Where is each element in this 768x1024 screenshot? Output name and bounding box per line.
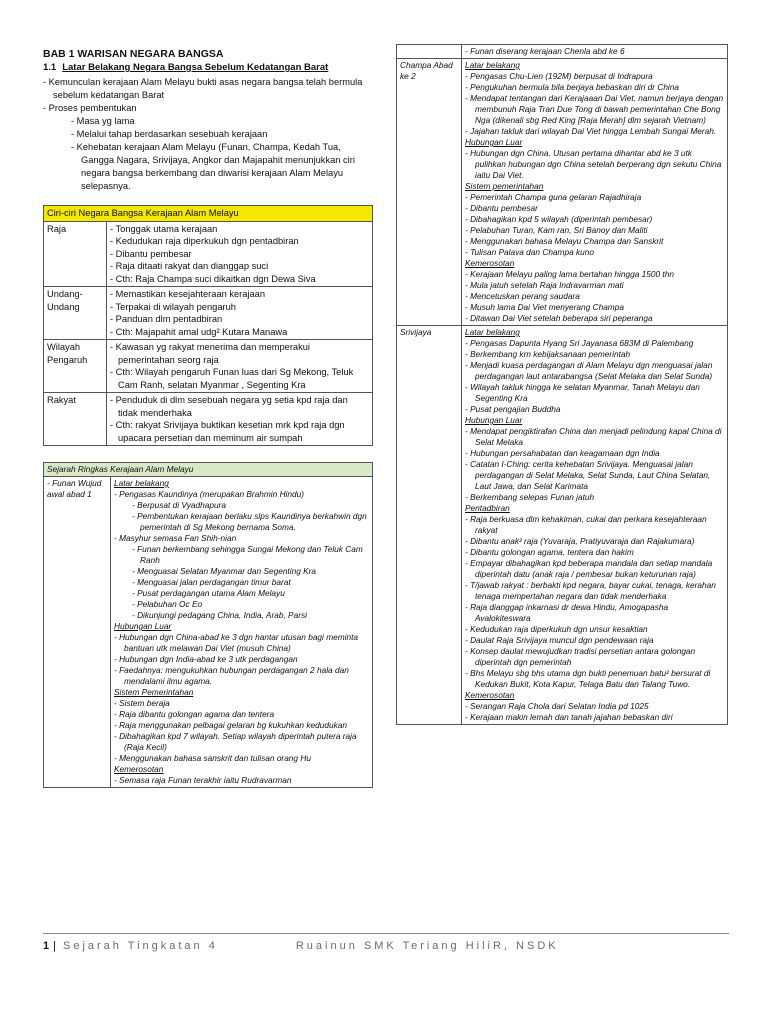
funan-content bbox=[111, 477, 373, 788]
ciri-item: - Cth: Wilayah pengaruh Funan luas dari Sg Mekong, Teluk Cam Ranh, selatan Myanmar , Segenting Kra bbox=[110, 367, 354, 390]
bullet-item: - Pengasas Chu-Lien (192M) berpusat di Indrapura bbox=[465, 71, 653, 81]
subheading: Kemerosotan bbox=[465, 690, 515, 700]
subheading: Sistem Pemerintahan bbox=[114, 687, 194, 697]
bullet-item: - Pemerintah Champa guna gelaran Rajadhiraja bbox=[465, 192, 642, 202]
bullet-item: - Serangan Raja Chola dari Selatan India pd 1025 bbox=[465, 701, 649, 711]
page-footer bbox=[43, 940, 559, 952]
bullet-item: - Raja berkuasa dlm kehakiman, cukai dan perkara kesejahteraan rakyat bbox=[465, 514, 707, 535]
champa-label: Champa Abad ke 2 bbox=[397, 59, 462, 326]
bullet-item: - Berpusat di Vyadhapura bbox=[132, 500, 226, 510]
ciri-item: - Tonggak utama kerajaan bbox=[110, 223, 218, 234]
bullet-item: - Jajahan takluk dari wilayah Dai Viet hingga Lembah Sungai Merah. bbox=[465, 126, 717, 136]
bullet-item: - Menggunakan bahasa sanskrit dan tulisan orang Hu bbox=[114, 753, 311, 763]
bullet-item: - Dibantu pembesar bbox=[465, 203, 538, 213]
ciri-row-label: Undang-Undang bbox=[44, 287, 107, 340]
bullet-item: - Menguasai jalan perdagangan timur barat bbox=[132, 577, 291, 587]
footer-separator: | bbox=[53, 940, 59, 952]
ciri-item: - Penduduk di dlm sesebuah negara yg setia kpd raja dan tidak menderhaka bbox=[110, 395, 348, 418]
subheading: Pentadbiran bbox=[465, 503, 510, 513]
ciri-row-items bbox=[107, 340, 373, 393]
ciri-table-title: Ciri-ciri Negara Bangsa Kerajaan Alam Melayu bbox=[44, 206, 373, 222]
bullet-item: - Pusat perdagangan utama Alam Melayu bbox=[132, 588, 285, 598]
subheading: Latar belakang bbox=[465, 60, 520, 70]
intro-item: - Proses pembentukan bbox=[43, 103, 137, 113]
subheading: Kemerosotan bbox=[114, 764, 164, 774]
intro-item: - Masa yg lama bbox=[71, 116, 135, 126]
ciri-item: - Cth: rakyat Srivijaya buktikan kesetian mrk kpd raja dgn upacara persetian dan meminum air sumpah bbox=[110, 420, 345, 443]
ciri-item: - Kedudukan raja diperkukuh dgn pentadbiran bbox=[110, 236, 299, 246]
ciri-item: - Cth: Majapahit amal udg² Kutara Manawa bbox=[110, 326, 288, 337]
bullet-item: - Pengukuhan bermula bila berjaya bebaskan diri dr China bbox=[465, 82, 680, 92]
continued-label bbox=[397, 45, 462, 59]
section-heading bbox=[43, 62, 373, 73]
bullet-item: - Tulisan Palava dan Champa kuno bbox=[465, 247, 594, 257]
subheading: Hubungan Luar bbox=[465, 415, 523, 425]
bullet-item: - Raja dianggap inkarnasi dr dewa Hindu, Amogapasha Avalokiteswara bbox=[465, 602, 669, 623]
ciri-item: - Terpakai di wilayah pengaruh bbox=[110, 301, 236, 312]
ciri-item: - Kawasan yg rakyat menerima dan memperakui pemerintahan seorg raja bbox=[110, 342, 310, 365]
bullet-item: - Dibahagikan kpd 5 wilayah (diperintah pembesar) bbox=[465, 214, 653, 224]
ciri-item: - Memastikan kesejahteraan kerajaan bbox=[110, 289, 266, 299]
champa-content bbox=[462, 59, 728, 326]
bullet-item: - T/jawab rakyat : berbakti kpd negara, bayar cukai, tenaga, kerahan tenaga mempertahan negara dan tidak menderhaka bbox=[465, 580, 716, 601]
intro-item: - Melalui tahap berdasarkan sesebuah kerajaan bbox=[71, 129, 268, 139]
section-title: Latar Belakang Negara Bangsa Sebelum Kedatangan Barat bbox=[62, 62, 329, 73]
bullet-item: - Dikunjungi pedagang China, India, Arab, Parsi bbox=[132, 610, 307, 620]
bullet-item: - Mendapat tentangan dari Kerajaaan Dai Viet, namun berjaya dengan membunuh Raja Tran Due Tong di bawah pemerintahan Che Bong Nga (dikenali sbg Red King [Raja Merah] dlm sejarah Vietnam) bbox=[465, 93, 724, 125]
bullet-item: - Dibantu anak² raja (Yuvaraja, Pratiyuvaraja dan Rajakumara) bbox=[465, 536, 695, 546]
ciri-row bbox=[44, 287, 373, 340]
bullet-item: - Berkembang krn kebijaksanaan pemerintah bbox=[465, 349, 631, 359]
bullet-item: - Empayar dibahagikan kpd beberapa mandala dan setiap mandala diperintah datu (anak raja / pembesar bukan keturunan raja) bbox=[465, 558, 713, 579]
srivijaya-label: Srivijaya bbox=[397, 326, 462, 725]
bullet-item: - Raja menggunakan pelbagai gelaran bg kukuhkan kedudukan bbox=[114, 720, 347, 730]
intro-item: - Kehebatan kerajaan Alam Melayu (Funan, Champa, Kedah Tua, Gangga Nagara, Srivijaya, Angkor dan Majapahit menunjukkan ciri negara bangsa berkembang dan diwarisi kerajaan Alam Melayu selepasnya. bbox=[71, 142, 355, 191]
bullet-item: - Kerajaan makin lemah dan tanah jajahan bebaskan diri bbox=[465, 712, 673, 722]
chapter-title: BAB 1 WARISAN NEGARA BANGSA bbox=[43, 48, 224, 60]
sejarah-table bbox=[43, 462, 373, 788]
subheading: Latar belakang bbox=[465, 327, 520, 337]
ciri-row-label: Rakyat bbox=[44, 393, 107, 446]
footer-subject: Sejarah Tingkatan 4 bbox=[62, 940, 218, 952]
bullet-item: - Hubungan dgn China-abad ke 3 dgn hantar utusan bagi meminta bantuan utk melawan Dai Viet (musuh China) bbox=[114, 632, 359, 653]
bullet-item: - Musuh lama Dai Viet menyerang Champa bbox=[465, 302, 624, 312]
ciri-item: - Panduan dlm pentadbiran bbox=[110, 314, 223, 324]
srivijaya-content bbox=[462, 326, 728, 725]
bullet-item: - Semasa raja Funan terakhir iaitu Rudravarman bbox=[114, 775, 292, 785]
bullet-item: - Hubungan persahabatan dan keagamaan dgn India bbox=[465, 448, 660, 458]
ciri-row-label: Wilayah Pengaruh bbox=[44, 340, 107, 393]
bullet-item: - Daulat Raja Srivijaya muncul dgn pendewaan raja bbox=[465, 635, 654, 645]
subheading: Sistem pemerintahan bbox=[465, 181, 544, 191]
bullet-item: - Bhs Melayu sbg bhs utama dgn bukti penemuan batu² bersurat di Kedukan Bukit, Kota Kapur, Telaga Batu dan Talang Tuwo. bbox=[465, 668, 711, 689]
subheading: Kemerosotan bbox=[465, 258, 515, 268]
bullet-item: - Menggunakan bahasa Melayu Champa dan Sanskrit bbox=[465, 236, 664, 246]
bullet-item: - Pengasas Kaundinya (merupakan Brahmin Hindu) bbox=[114, 489, 305, 499]
bullet-item: - Menjadi kuasa perdagangan di Alam Melayu dgn menguasai jalan perdagangan laut antarabangsa (Selat Melaka dan Selat Sunda) bbox=[465, 360, 713, 381]
subheading: Hubungan Luar bbox=[114, 621, 172, 631]
bullet-item: - Pengasas Dapunta Hyang Sri Jayanasa 683M di Palembang bbox=[465, 338, 694, 348]
ciri-row-items bbox=[107, 221, 373, 287]
intro-list bbox=[43, 76, 373, 193]
bullet-item: - Masyhur semasa Fan Shih-nian bbox=[114, 533, 237, 543]
ciri-row bbox=[44, 393, 373, 446]
left-column bbox=[43, 44, 373, 788]
funan-continued: - Funan diserang kerajaan Chenla abd ke 6 bbox=[462, 45, 728, 59]
bullet-item: - Kedudukan raja diperkukuh dgn unsur kesaktian bbox=[465, 624, 648, 634]
bullet-item: - Catatan I-Ching: cerita kehebatan Srivijaya. Menguasai jalan perdagangan di Selat Melaka, Selat Sunda, Laut China Selatan, Laut Jawa, dan Selat Karimata bbox=[465, 459, 711, 491]
bullet-item: - Pembentukan kerajaan berlaku slps Kaundinya berkahwin dgn pemerintah di Sg Mekong bernama Soma. bbox=[132, 511, 367, 532]
bullet-item: - Konsep daulat mewujudkan tradisi persetian antara golongan diperintah dgn pemerintah bbox=[465, 646, 696, 667]
bullet-item: - Pelabuhan Oc Eo bbox=[132, 599, 203, 609]
funan-label: - Funan Wujud awal abad 1 bbox=[44, 477, 111, 788]
ciri-item: - Dibantu pembesar bbox=[110, 248, 192, 259]
subheading: Latar belakang bbox=[114, 478, 169, 488]
bullet-item: - Faedahnya: mengukuhkan hubungan perdagangan 2 hala dan mendalami ilmu agama. bbox=[114, 665, 349, 686]
ciri-row-items bbox=[107, 393, 373, 446]
footer-rule bbox=[43, 933, 729, 934]
bullet-item: - Funan berkembang sehingga Sungai Mekong dan Teluk Cam Ranh bbox=[132, 544, 363, 565]
bullet-item: - Raja dibantu golongan agama dan tentera bbox=[114, 709, 275, 719]
bullet-item: - Pelabuhan Turan, Kam ran, Sri Banoy dan Maliti bbox=[465, 225, 648, 235]
bullet-item: - Berkembang selepas Funan jatuh bbox=[465, 492, 595, 502]
ciri-row bbox=[44, 221, 373, 287]
bullet-item: - Kerajaan Melayu paling lama bertahan hingga 1500 thn bbox=[465, 269, 674, 279]
bullet-item: - Mendapat pengiktirafan China dan menjadi pelindung kapal China di Selat Melaka bbox=[465, 426, 722, 447]
right-column bbox=[396, 44, 728, 725]
bullet-item: - Hubungan dgn India-abad ke 3 utk perdagangan bbox=[114, 654, 298, 664]
bullet-item: - Mula jatuh setelah Raja Indravarman mati bbox=[465, 280, 624, 290]
ciri-table bbox=[43, 205, 373, 446]
ciri-item: - Cth: Raja Champa suci dikaitkan dgn Dewa Siva bbox=[110, 273, 316, 284]
ciri-row-items bbox=[107, 287, 373, 340]
bullet-item: - Hubungan dgn China. Utusan pertama dihantar abd ke 3 utk pulihkan hubungan dgn China setelah berperang dgn sekutu China iaitu Dai Viet. bbox=[465, 148, 722, 180]
sejarah-table-title: Sejarah Ringkas Kerajaan Alam Melayu bbox=[44, 463, 373, 477]
bullet-item: - Dibantu golongan agama, tentera dan hakim bbox=[465, 547, 634, 557]
bullet-item: - Pusat pengajian Buddha bbox=[465, 404, 561, 414]
bullet-item: - Menguasai Selatan Myanmar dan Segenting Kra bbox=[132, 566, 317, 576]
right-table bbox=[396, 44, 728, 725]
ciri-row-label: Raja bbox=[44, 221, 107, 287]
subheading: Hubungan Luar bbox=[465, 137, 523, 147]
ciri-row bbox=[44, 340, 373, 393]
section-number: 1.1 bbox=[43, 62, 57, 73]
bullet-item: - Dibahagikan kpd 7 wilayah. Setiap wilayah diperintah putera raja (Raja Kecil) bbox=[114, 731, 357, 752]
bullet-item: - Ditawan Dai Viet setelah beberapa siri peperanga bbox=[465, 313, 653, 323]
bullet-item: - Sistem beraja bbox=[114, 698, 170, 708]
page-number: 1 bbox=[43, 940, 50, 952]
bullet-item: - Mencetuskan perang saudara bbox=[465, 291, 580, 301]
bullet-item: - Wilayah takluk hingga ke selatan Myanmar, Tanah Melayu dan Segenting Kra bbox=[465, 382, 700, 403]
footer-author: Ruainun SMK Teriang HiliR, NSDK bbox=[295, 940, 559, 952]
intro-item: - Kemunculan kerajaan Alam Melayu bukti asas negara bangsa telah bermula sebelum kedatangan Barat bbox=[43, 77, 363, 100]
ciri-item: - Raja ditaati rakyat dan dianggap suci bbox=[110, 261, 269, 271]
